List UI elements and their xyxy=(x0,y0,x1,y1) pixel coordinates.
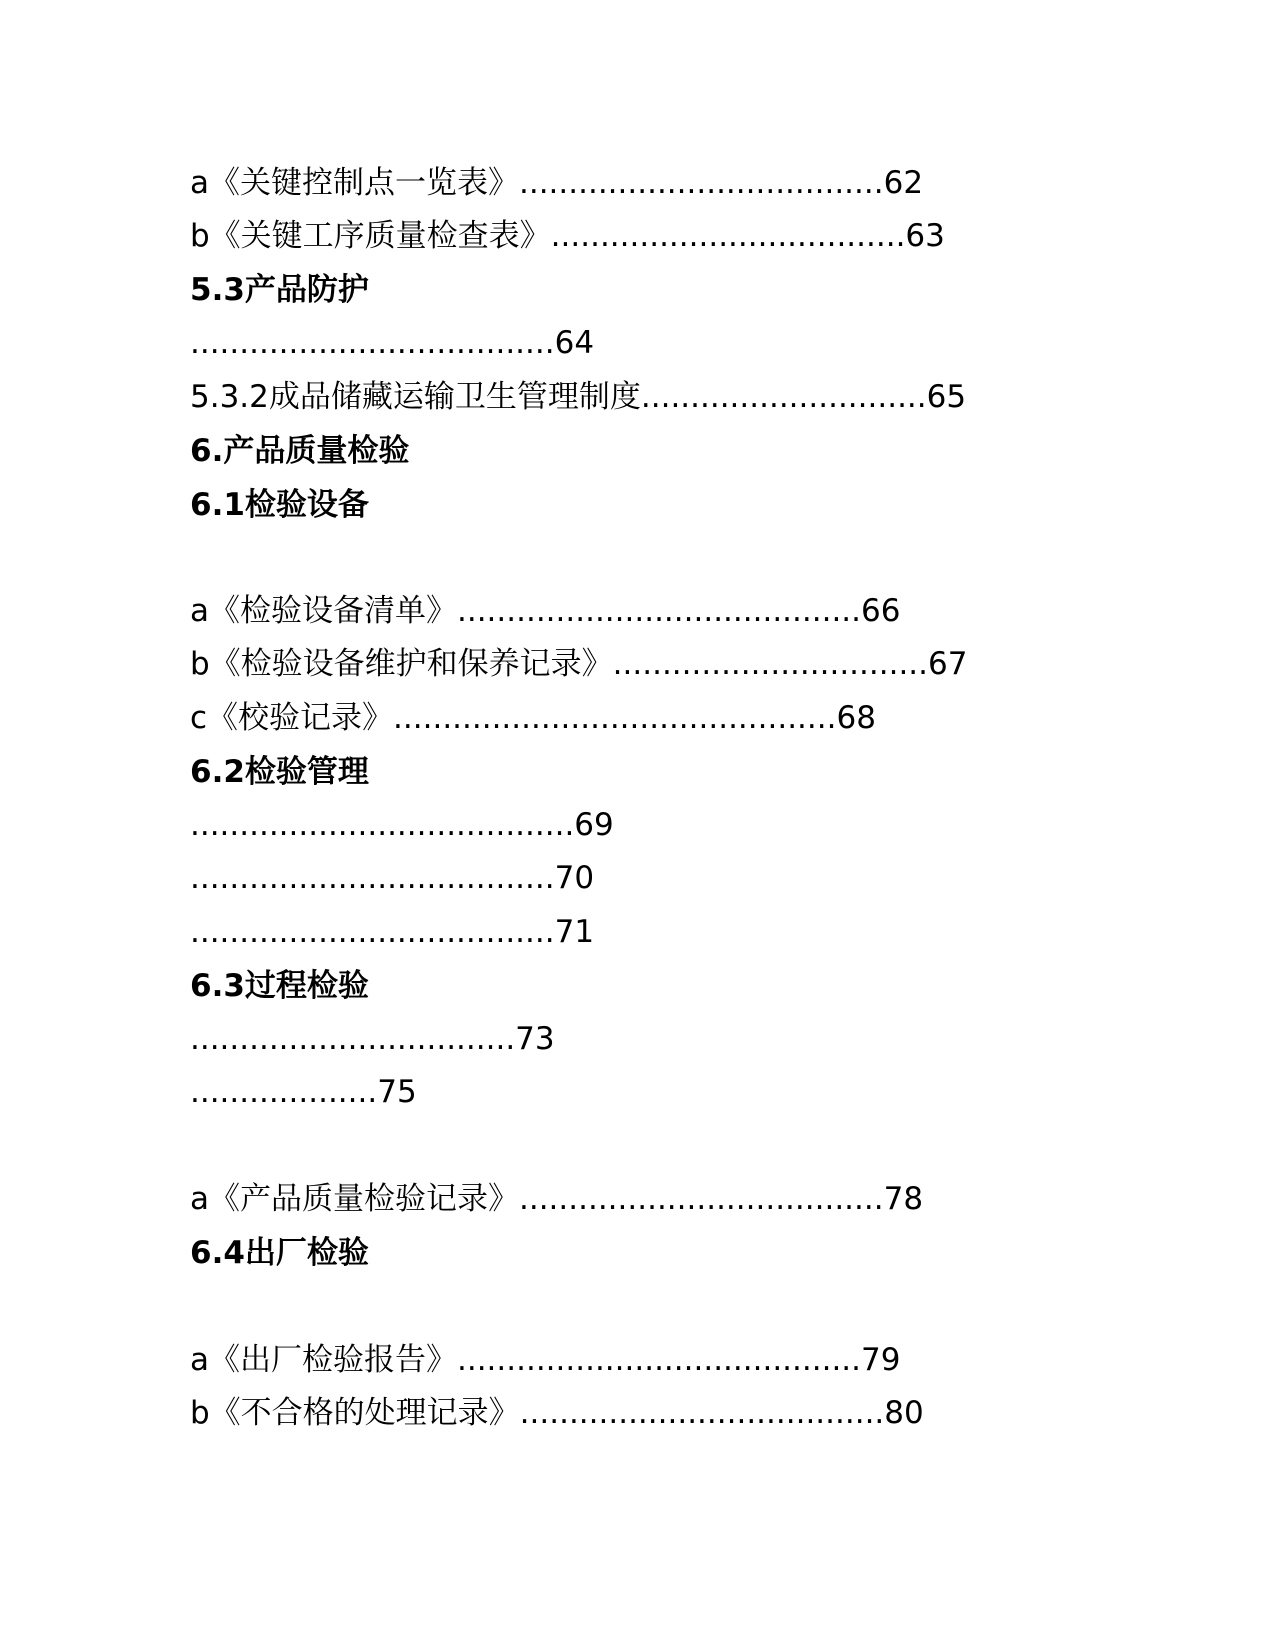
toc-heading-6: 6.产品质量检验 xyxy=(190,433,410,469)
toc-entry-page-69: .......................................69 xyxy=(190,807,614,843)
toc-entry-nonconformity-record: b《不合格的处理记录》.....................................80 xyxy=(190,1395,924,1431)
toc-heading-5-3: 5.3产品防护 xyxy=(190,272,369,308)
toc-entry-page-71: .....................................71 xyxy=(190,914,595,950)
toc-entry-page-70: .....................................70 xyxy=(190,860,595,896)
toc-entry-product-inspection-record: a《产品质量检验记录》.....................................78 xyxy=(190,1181,924,1217)
toc-entry-factory-inspection-report: a《出厂检验报告》.........................................79 xyxy=(190,1342,901,1378)
toc-entry-page-75: ...................75 xyxy=(190,1074,417,1110)
toc-heading-6-2: 6.2检验管理 xyxy=(190,754,369,790)
toc-entry-calibration-record: c《校验记录》.............................................68 xyxy=(190,700,876,736)
toc-entry-5-3-2: 5.3.2成品储藏运输卫生管理制度.............................65 xyxy=(190,379,967,415)
toc-entry-page-64: .....................................64 xyxy=(190,325,595,361)
toc-heading-6-3: 6.3过程检验 xyxy=(190,968,369,1004)
toc-entry-key-process-quality-check: b《关键工序质量检查表》....................................63 xyxy=(190,218,945,254)
toc-entry-equipment-list: a《检验设备清单》.........................................66 xyxy=(190,593,901,629)
toc-heading-6-4: 6.4出厂检验 xyxy=(190,1235,369,1271)
toc-entry-page-73: .................................73 xyxy=(190,1021,555,1057)
toc-entry-equipment-maintenance: b《检验设备维护和保养记录》................................67 xyxy=(190,646,968,682)
toc-heading-6-1: 6.1检验设备 xyxy=(190,487,369,523)
toc-entry-key-control-points: a《关键控制点一览表》.....................................62 xyxy=(190,165,924,201)
